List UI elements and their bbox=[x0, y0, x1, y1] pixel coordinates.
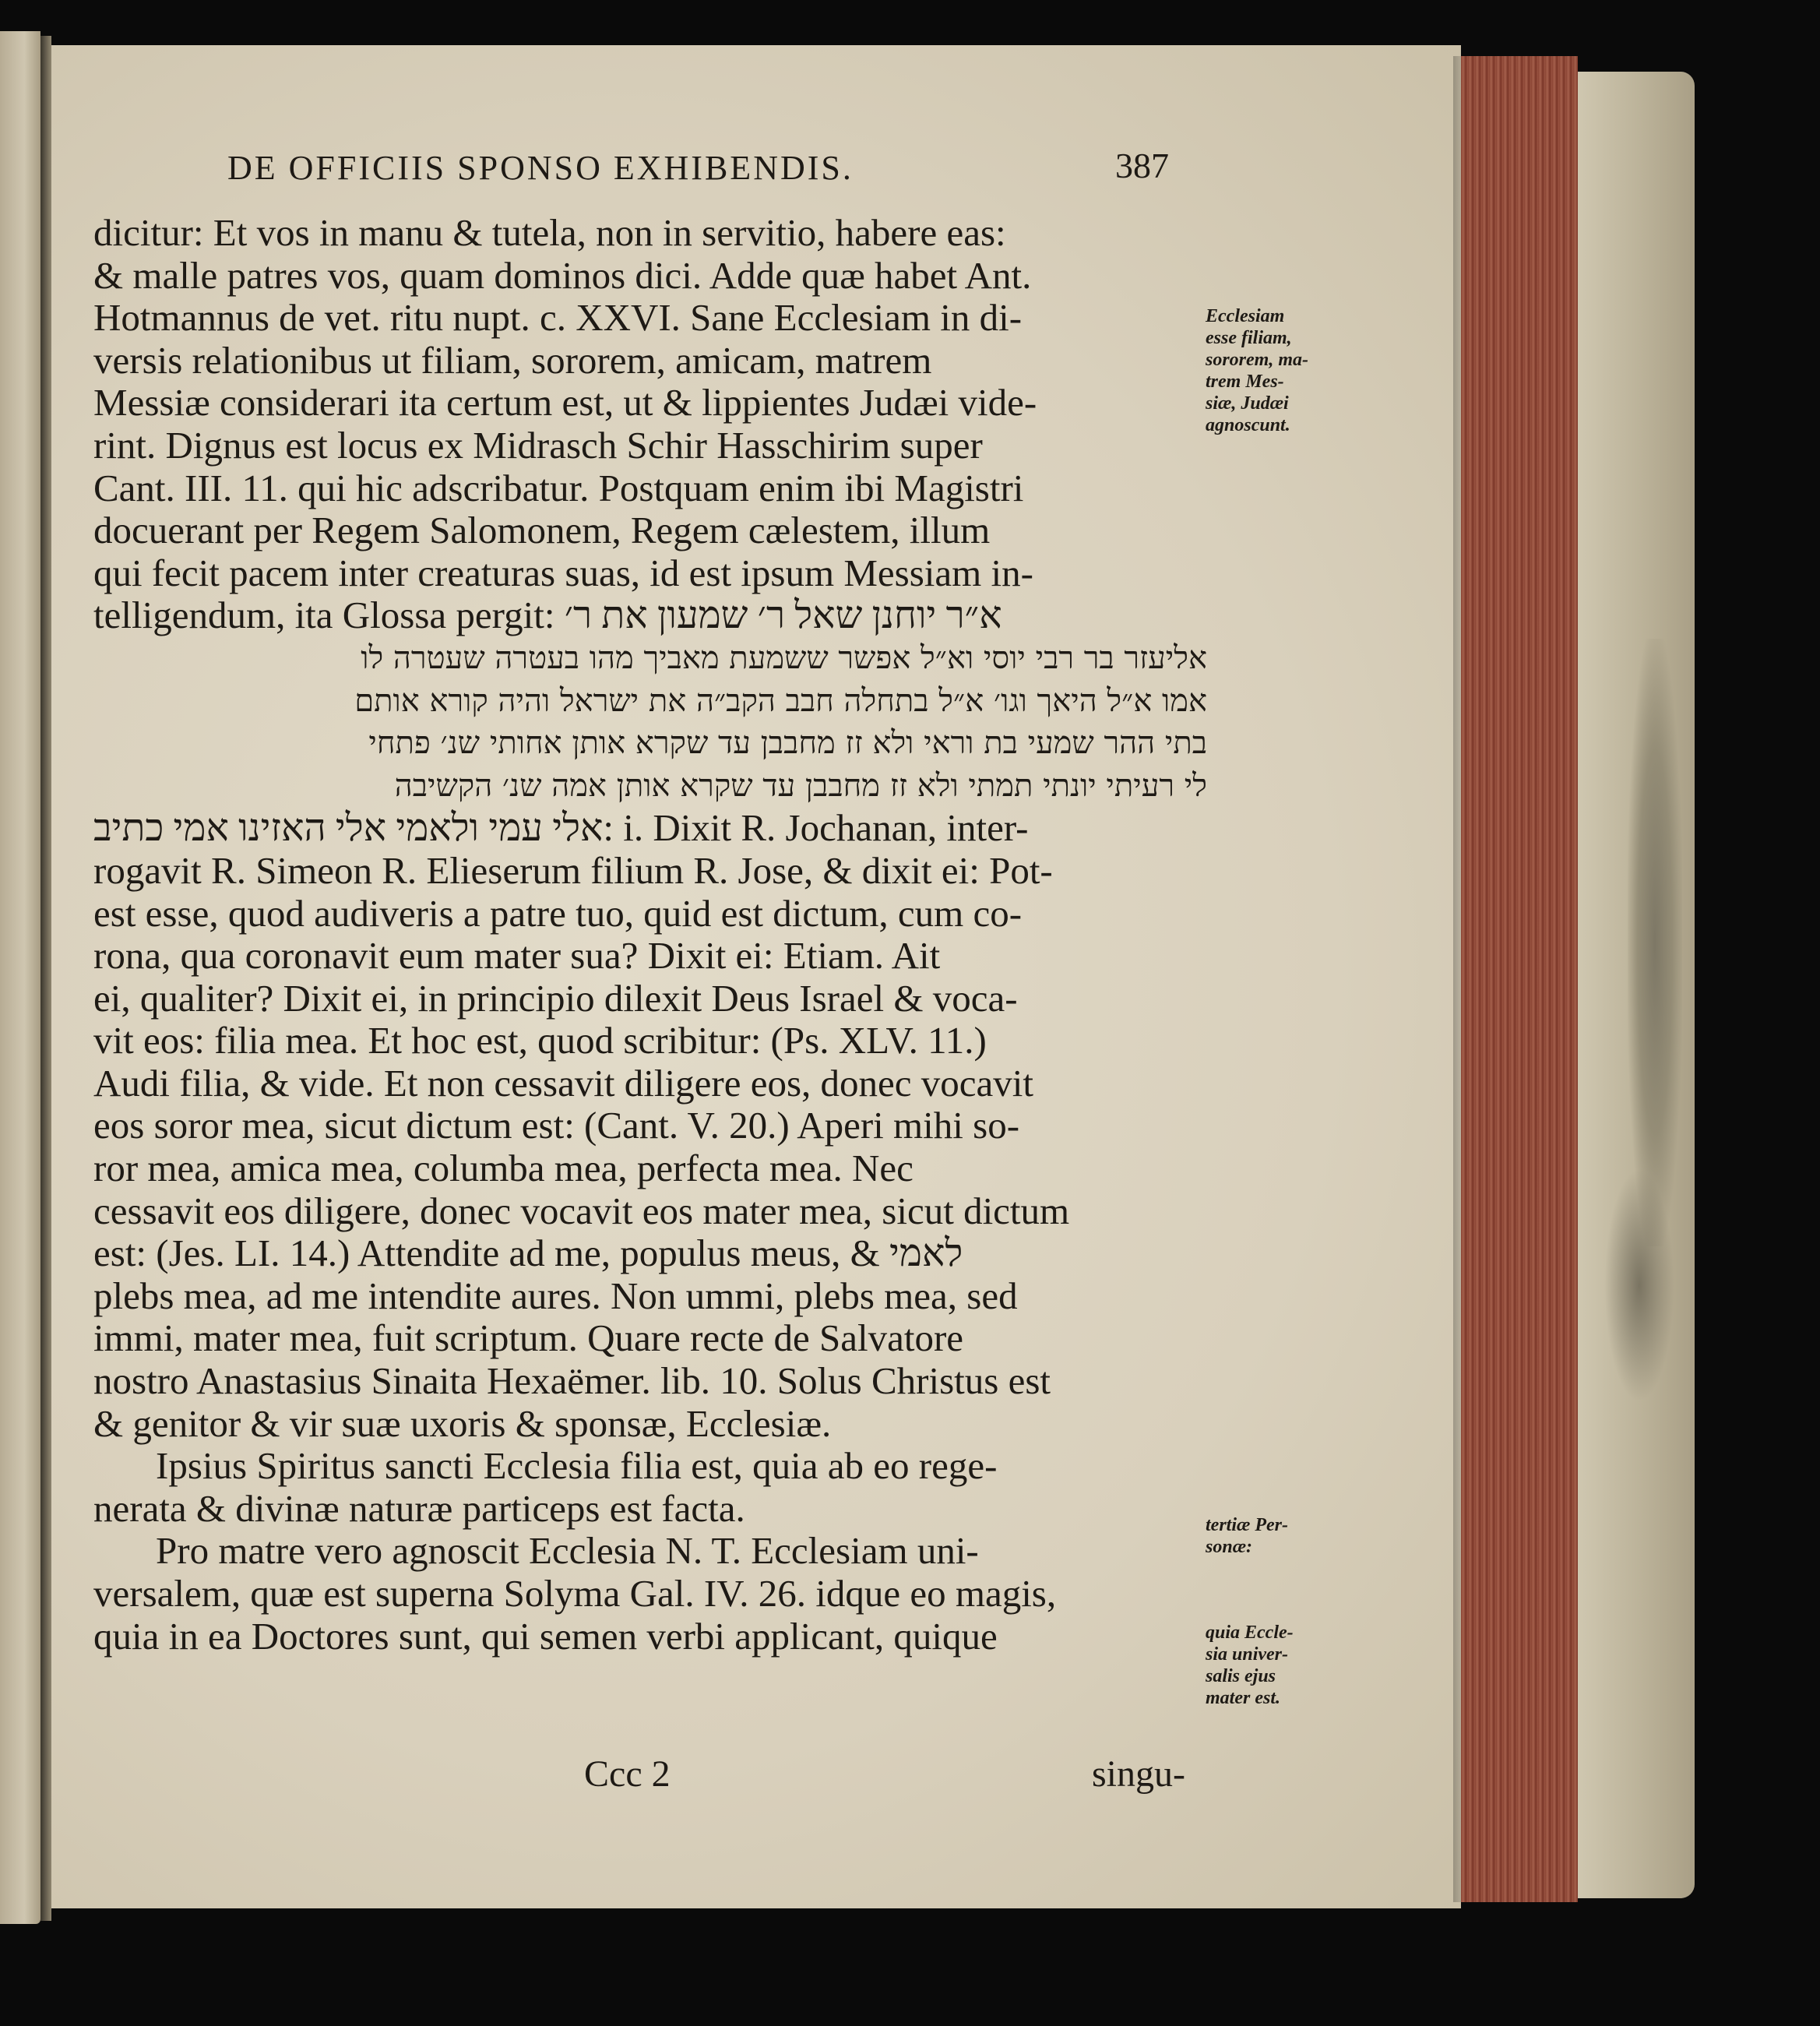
text-line: immi, mater mea, fuit scriptum. Quare recte de Salvatore bbox=[93, 1317, 964, 1360]
margin-line: trem Mes- bbox=[1206, 372, 1284, 392]
text-line: est esse, quod audiveris a patre tuo, quid est dictum, cum co- bbox=[93, 892, 1023, 935]
text-line: dicitur: Et vos in manu & tutela, non in servitio, habere eas: bbox=[93, 212, 1006, 254]
text-line: Hotmannus de vet. ritu nupt. c. XXVI. Sane Ecclesiam in di- bbox=[93, 297, 1023, 340]
text-line: telligendum, ita Glossa pergit: א״ר יוחנן שאל ר׳ שמעון את ר׳ bbox=[93, 594, 1002, 637]
text-line: Pro matre vero agnoscit Ecclesia N. T. Ecclesiam uni- bbox=[156, 1530, 979, 1573]
text-line: Ipsius Spiritus sancti Ecclesia filia est, quia ab eo rege- bbox=[156, 1445, 998, 1488]
margin-note-tertia bbox=[1206, 1514, 1354, 1558]
text-line: docuerant per Regem Salomonem, Regem cælestem, illum bbox=[93, 509, 991, 552]
margin-line: quia Eccle- bbox=[1206, 1623, 1294, 1643]
margin-note-ecclesia bbox=[1206, 305, 1354, 436]
text-line: rogavit R. Simeon R. Elieserum filium R. Jose, & dixit ei: Pot- bbox=[93, 849, 1053, 892]
margin-line: sororem, ma- bbox=[1206, 350, 1308, 370]
text-line: ei, qualiter? Dixit ei, in principio dilexit Deus Israel & voca- bbox=[93, 977, 1018, 1020]
margin-line: salis ejus bbox=[1206, 1666, 1276, 1686]
catchword: singu- bbox=[1092, 1753, 1185, 1795]
signature-mark: Ccc 2 bbox=[584, 1753, 671, 1795]
body-text bbox=[93, 212, 1207, 1658]
margin-line: sonæ: bbox=[1206, 1537, 1253, 1557]
hebrew-line: לי רעיתי יונתי תמתי ולא זז מחבבן עד שקרא אותן אמה שנ׳ הקשיבה bbox=[394, 767, 1207, 804]
text-line: Messiæ considerari ita certum est, ut & lippientes Judæi vide- bbox=[93, 382, 1037, 425]
text-line: & genitor & vir suæ uxoris & sponsæ, Ecclesiæ. bbox=[93, 1402, 832, 1445]
margin-line: esse filiam, bbox=[1206, 328, 1292, 348]
text-line: qui fecit pacem inter creaturas suas, id est ipsum Messiam in- bbox=[93, 551, 1033, 594]
text-line: vit eos: filia mea. Et hoc est, quod scribitur: (Ps. XLV. 11.) bbox=[93, 1020, 987, 1062]
cover-stain bbox=[1628, 639, 1682, 1246]
margin-note-mater bbox=[1206, 1622, 1354, 1709]
left-page-edge bbox=[0, 31, 40, 1924]
text-line: ror mea, amica mea, columba mea, perfecta mea. Nec bbox=[93, 1147, 914, 1190]
page-number: 387 bbox=[1115, 146, 1169, 185]
text-line: Audi filia, & vide. Et non cessavit diligere eos, donec vocavit bbox=[93, 1062, 1033, 1105]
text-line: eos soror mea, sicut dictum est: (Cant. V. 20.) Aperi mihi so- bbox=[93, 1105, 1020, 1147]
text-line: est: (Jes. LI. 14.) Attendite ad me, populus meus, & לאמי bbox=[93, 1232, 963, 1275]
text-line: quia in ea Doctores sunt, qui semen verbi applicant, quique bbox=[93, 1615, 998, 1658]
text-line: versalem, quæ est superna Solyma Gal. IV. 26. idque eo magis, bbox=[93, 1573, 1057, 1615]
hebrew-line: אמו א״ל היאך וגו׳ א״ל בתחלה חבב הקב״ה את ישראל והיה קורא אותם bbox=[354, 682, 1207, 719]
margin-line: siæ, Judæi bbox=[1206, 393, 1289, 414]
text-line: nostro Anastasius Sinaita Hexaëmer. lib. 10. Solus Christus est bbox=[93, 1360, 1051, 1403]
hebrew-line: אליעזר בר רבי יוסי וא״ל אפשר ששמעת מאביך מהו בעטרה שעטרה לו bbox=[361, 640, 1207, 676]
text-line: rona, qua coronavit eum mater sua? Dixit ei: Etiam. Ait bbox=[93, 935, 941, 978]
text-line: אלי עמי ולאמי אלי האזינו אמי כתיב: i. Dixit R. Jochanan, inter- bbox=[93, 807, 1029, 850]
margin-line: tertiæ Per- bbox=[1206, 1515, 1288, 1535]
cover-stain bbox=[1604, 1168, 1674, 1402]
margin-line: mater est. bbox=[1206, 1688, 1280, 1708]
text-line: & malle patres vos, quam dominos dici. Adde quæ habet Ant. bbox=[93, 254, 1032, 297]
text-line: cessavit eos diligere, donec vocavit eos mater mea, sicut dictum bbox=[93, 1189, 1070, 1232]
page-block-edge bbox=[1461, 56, 1578, 1902]
text-line: Cant. III. 11. qui hic adscribatur. Postquam enim ibi Magistri bbox=[93, 467, 1024, 509]
text-line: plebs mea, ad me intendite aures. Non ummi, plebs mea, sed bbox=[93, 1274, 1018, 1317]
running-title: DE OFFICIIS SPONSO EXHIBENDIS. bbox=[227, 149, 854, 187]
book-gutter bbox=[40, 36, 51, 1921]
text-line: rint. Dignus est locus ex Midrasch Schir Hasschirim super bbox=[93, 424, 983, 467]
margin-line: sia univer- bbox=[1206, 1644, 1289, 1665]
margin-line: Ecclesiam bbox=[1206, 306, 1285, 326]
margin-line: agnoscunt. bbox=[1206, 415, 1290, 435]
text-line: versis relationibus ut filiam, sororem, amicam, matrem bbox=[93, 339, 932, 382]
text-line: nerata & divinæ naturæ particeps est facta. bbox=[93, 1487, 745, 1530]
hebrew-line: בתי ההר שמעי בת וראי ולא זז מחבבן עד שקרא אותן אחותי שנ׳ פתחי bbox=[368, 725, 1207, 762]
